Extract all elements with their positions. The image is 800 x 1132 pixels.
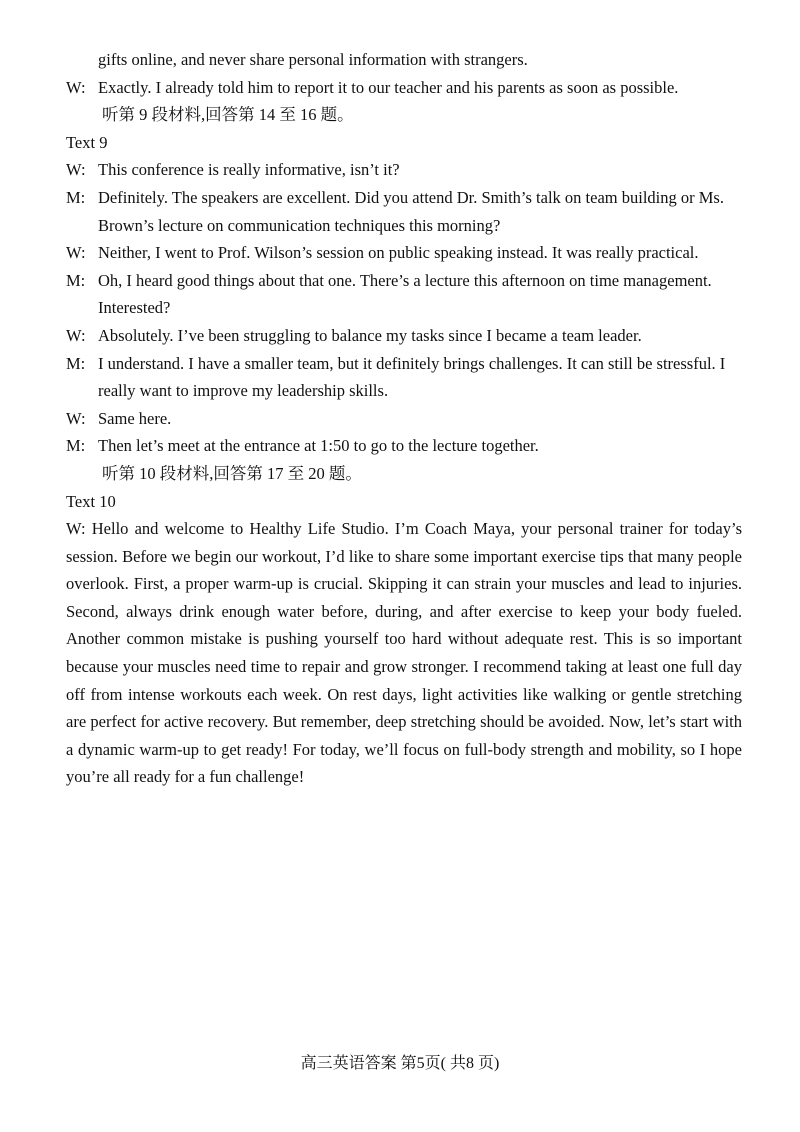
speech-text: Same here. [98, 408, 172, 428]
speaker-label: W: [66, 519, 86, 539]
speaker-label: M: [66, 436, 86, 456]
page-footer: 高三英语答案 第5页( 共8 页) [300, 1055, 500, 1072]
speech-text: Then let’s meet at the entrance at 1:50 to go to the lecture together. [98, 436, 539, 456]
section-heading: Text 10 [66, 491, 116, 511]
dialogue-line [66, 432, 742, 460]
speech-text: Absolutely. I’ve been struggling to balance my tasks since I became a team leader. [98, 325, 642, 345]
speaker-label: M: [66, 270, 86, 290]
speaker-label: W: [66, 408, 86, 428]
speaker-label: W: [66, 160, 86, 180]
speaker-label: M: [66, 187, 86, 207]
dialogue-line [66, 405, 742, 433]
dialogue-line [66, 350, 742, 405]
dialogue-line [66, 267, 742, 322]
transcript-body [66, 46, 742, 791]
speech-text: Oh, I heard good things about that one. There’s a lecture this afternoon on time management. Interested? [98, 270, 712, 318]
monologue-paragraph [66, 515, 742, 791]
speaker-label: W: [66, 325, 86, 345]
dialogue-line [66, 322, 742, 350]
speech-text [66, 515, 742, 791]
section-instruction: 听第 10 段材料,回答第 17 至 20 题。 [102, 463, 362, 483]
speech-text: I understand. I have a smaller team, but it definitely brings challenges. It can still be stressful. I really want to improve my leadership skills. [98, 353, 726, 401]
dialogue-line [66, 74, 742, 102]
dialogue-line [66, 184, 742, 239]
section-instruction: 听第 9 段材料,回答第 14 至 16 题。 [102, 105, 354, 125]
continued-line: gifts online, and never share personal information with strangers. [98, 50, 528, 69]
section-heading: Text 9 [66, 132, 108, 152]
speaker-label: M: [66, 353, 86, 373]
speaker-label: W: [66, 77, 86, 97]
speech-text: This conference is really informative, isn’t it? [98, 160, 400, 180]
speech-text: Neither, I went to Prof. Wilson’s session on public speaking instead. It was really practical. [98, 243, 699, 263]
dialogue-line [66, 156, 742, 184]
speech-text: Exactly. I already told him to report it to our teacher and his parents as soon as possible. [98, 77, 679, 97]
speech-body: Hello and welcome to Healthy Life Studio. I’m Coach Maya, your personal trainer for today’s session. Before we begin our workout, I’d like to share some important exercise tips that many people overlook. First, a proper warm-up is crucial. Skipping it can strain your muscles and lead to injuries. Second, always drink enough water before, during, and after exercise to keep your body fueled. Another common mistake is pushing yourself too hard without adequate rest. This is so important because your muscles need time to repair and grow stronger. I recommend taking at least one full day off from intense workouts each week. On rest days, light activities like walking or gentle stretching are perfect for active recovery. But remember, deep stretching should be avoided. Now, let’s start with a dynamic warm-up to get ready! For today, we’ll focus on full-body strength and mobility, so I hope you’re all ready for a fun challenge! [66, 519, 743, 787]
speaker-label: W: [66, 243, 86, 263]
dialogue-line [66, 239, 742, 267]
speech-text: Definitely. The speakers are excellent. Did you attend Dr. Smith’s talk on team building or Ms. Brown’s lecture on communication techniques this morning? [98, 187, 724, 235]
